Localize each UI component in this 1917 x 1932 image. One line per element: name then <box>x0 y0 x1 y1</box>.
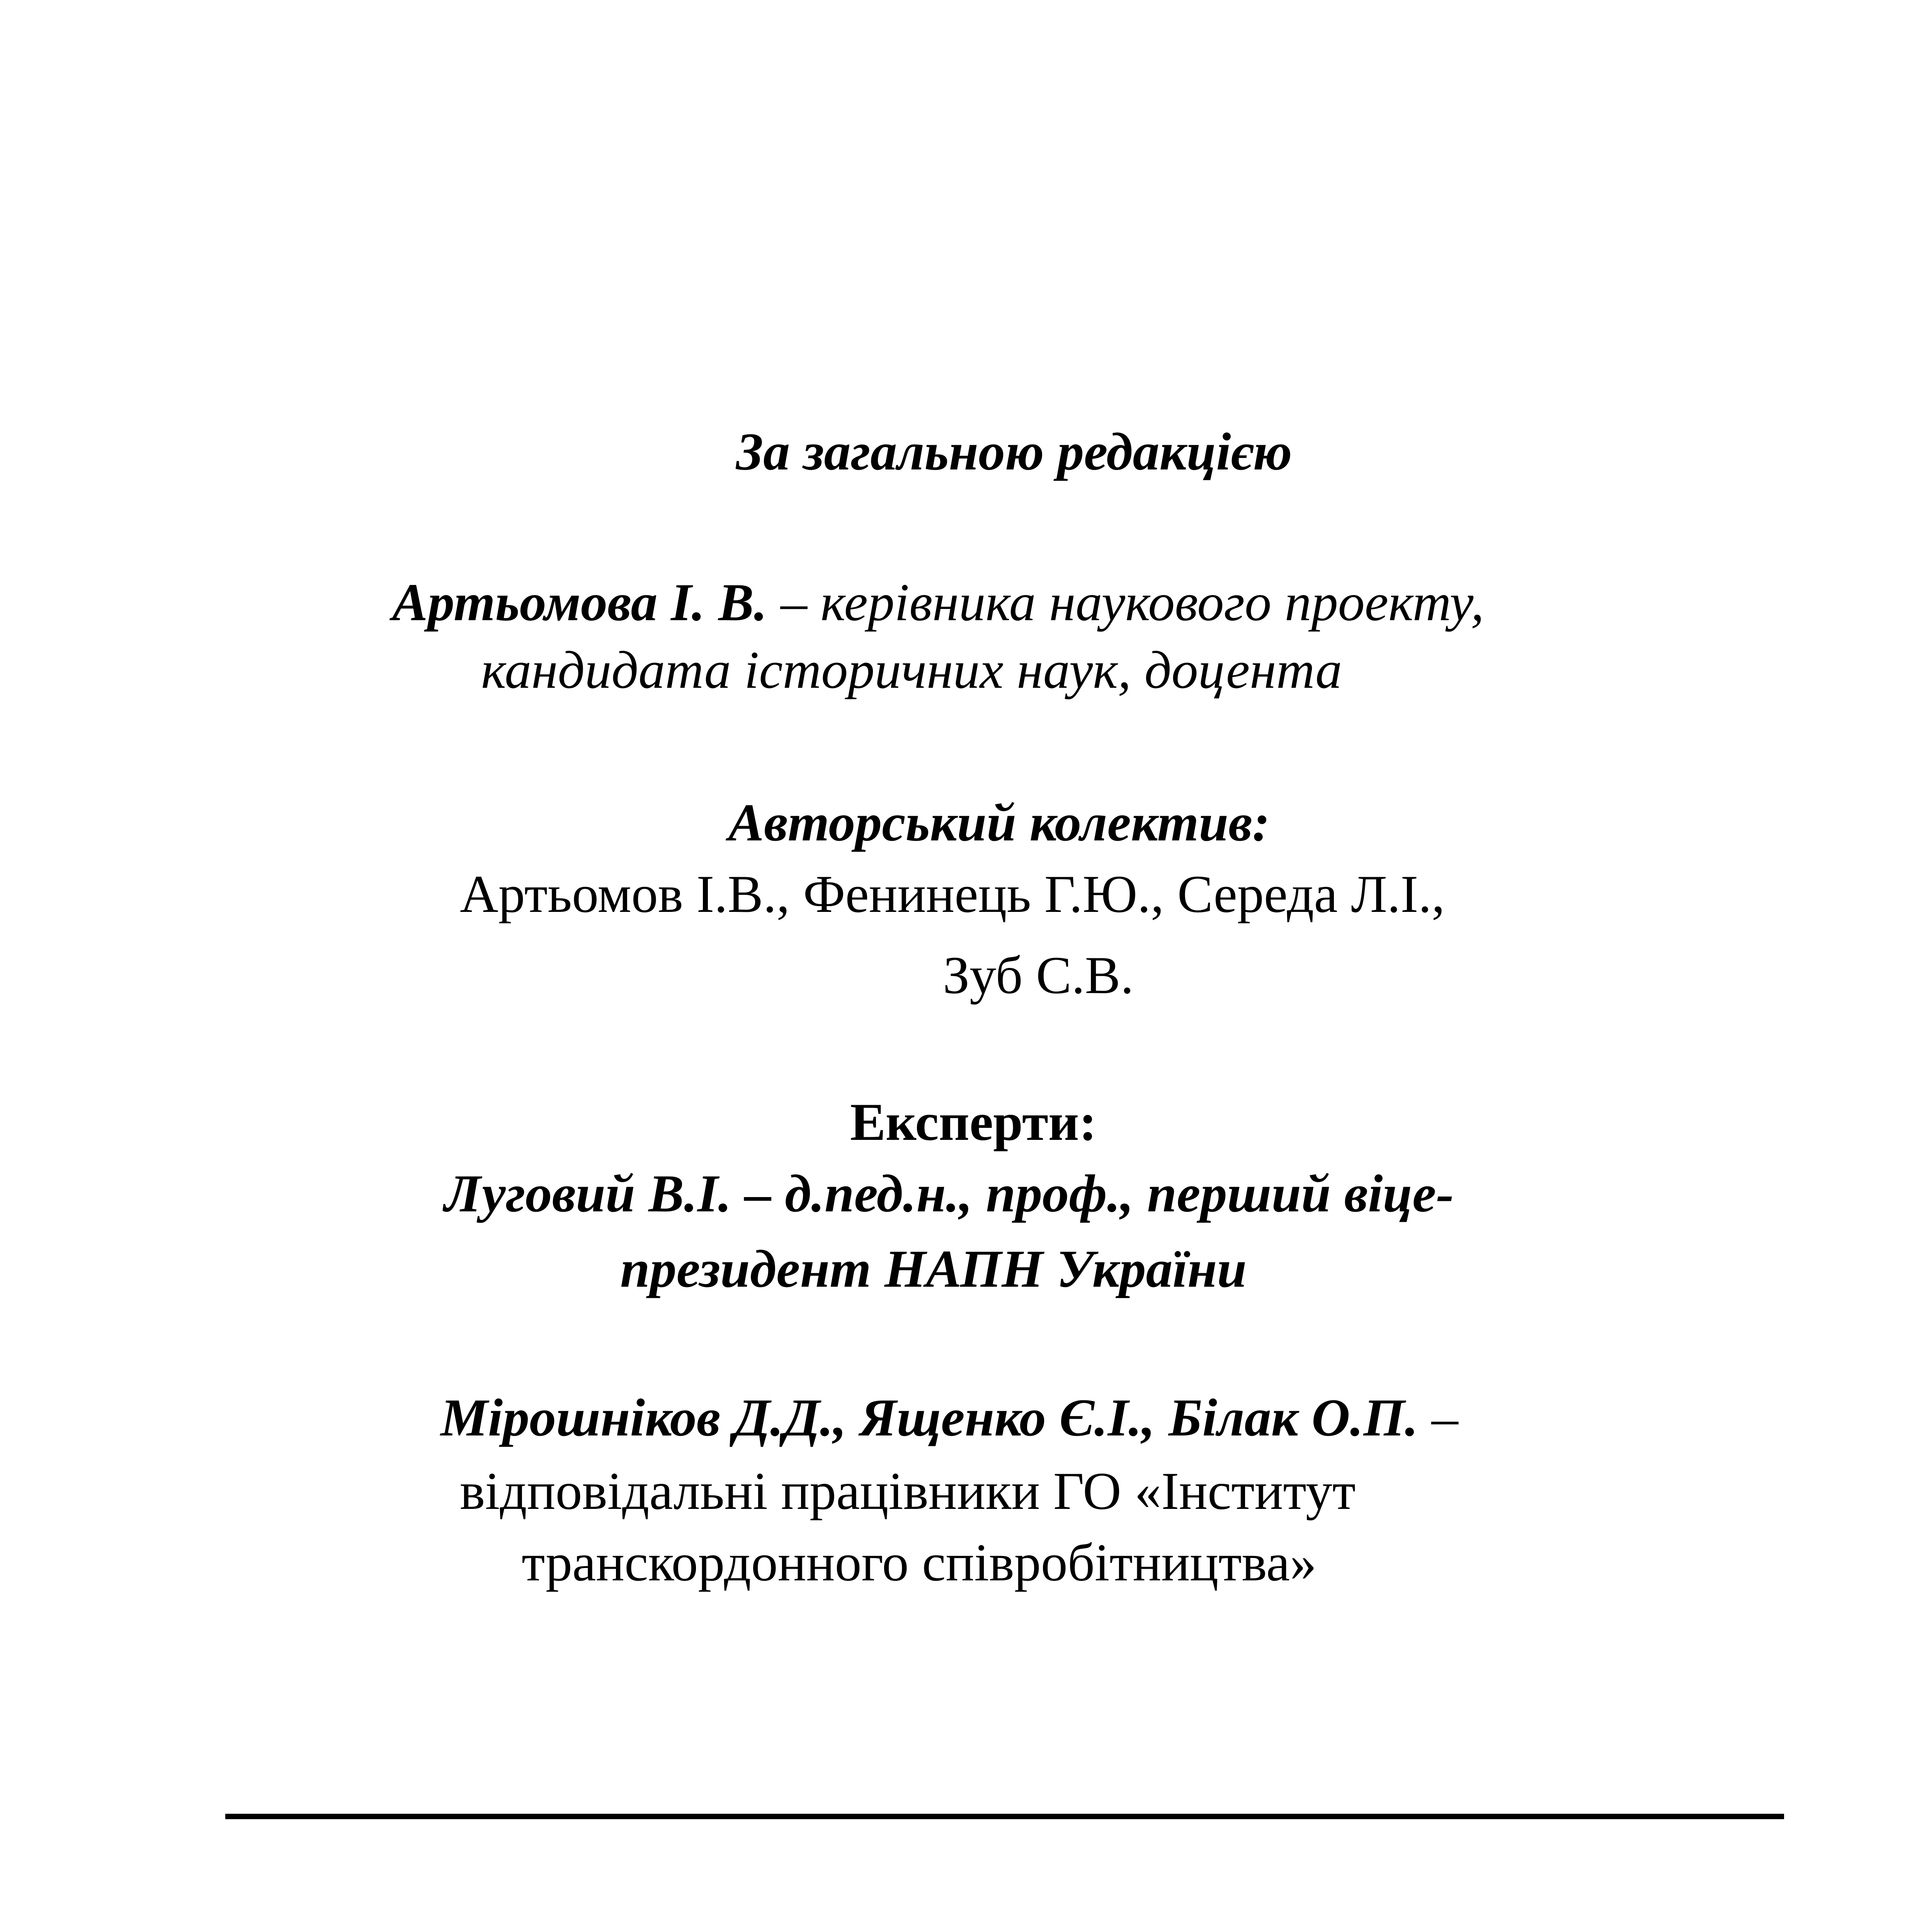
editorial-heading: За загальною редакцією <box>736 422 1292 481</box>
horizontal-divider <box>225 1814 1784 1819</box>
authors-list-line2: Зуб С.В. <box>943 946 1134 1005</box>
authors-list-line1: Артьомов І.В., Фенинець Г.Ю., Середа Л.І., <box>460 864 1445 923</box>
editor-credentials: кандидата історичних наук, доцента <box>481 640 1342 699</box>
editor-name: Артьомова І. В. <box>392 573 767 632</box>
expert2-line1 <box>441 1388 1458 1447</box>
editor-line <box>392 573 1484 632</box>
experts-heading: Експерти: <box>850 1092 1097 1151</box>
expert2-dash: – <box>1418 1388 1458 1447</box>
editor-role: – керівника наукового проекту, <box>767 573 1484 632</box>
expert1-line2: президент НАПН України <box>620 1239 1247 1298</box>
authors-heading: Авторський колектив: <box>728 793 1270 852</box>
expert2-names: Мірошніков Д.Д., Ященко Є.І., Білак О.П. <box>441 1388 1419 1447</box>
expert1-line1: Луговий В.І. – д.пед.н., проф., перший віце- <box>444 1164 1454 1223</box>
expert2-line2: відповідальні працівники ГО «Інститут <box>460 1461 1356 1520</box>
expert2-line3: транскордонного співробітництва» <box>522 1533 1317 1592</box>
